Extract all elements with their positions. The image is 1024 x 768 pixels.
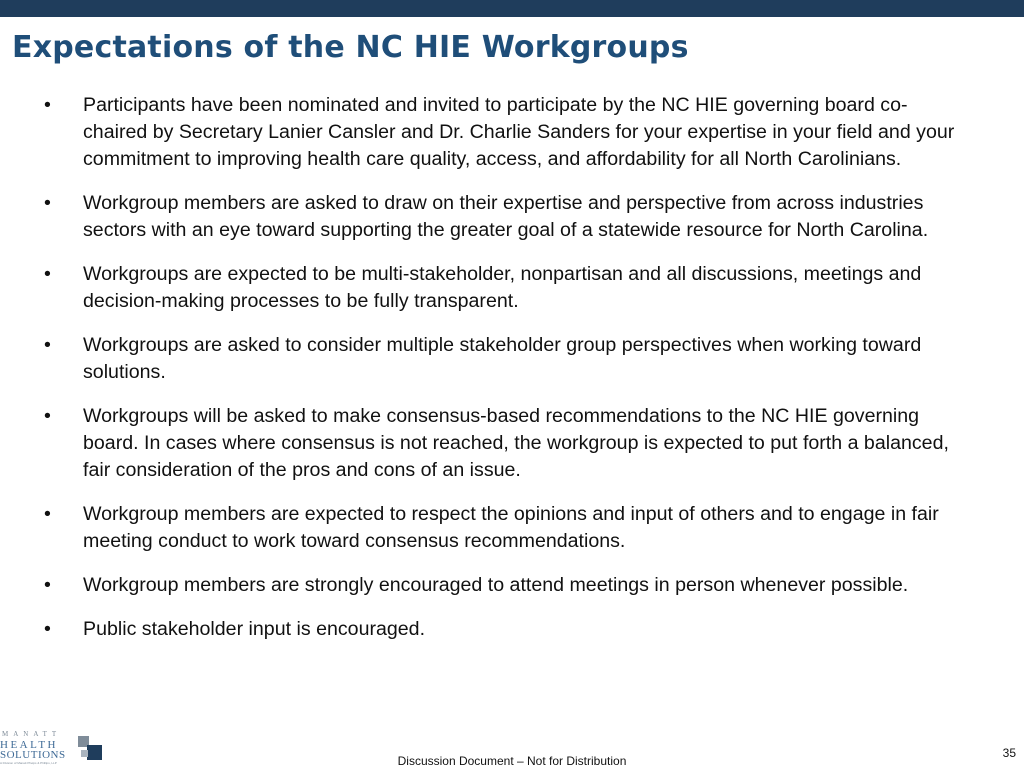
bullet-icon: • — [44, 574, 51, 596]
bullet-text: Workgroups are expected to be multi-stakeholder, nonpartisan and all discussions, meetings and decision-making processes to be fully transparent. — [83, 263, 922, 312]
bullet-icon: • — [44, 405, 51, 427]
footer-text: Discussion Document – Not for Distribution — [397, 754, 627, 768]
logo-tagline: A Division of Manatt Phelps & Phillips, LLP — [0, 761, 57, 765]
bullet-item — [0, 572, 1024, 599]
bullet-text: Workgroup members are asked to draw on their expertise and perspective from across industries sectors with an eye toward supporting the greater goal of a statewide resource for North Carolina. — [83, 192, 929, 241]
bullet-item — [0, 332, 1024, 386]
bullet-icon: • — [44, 94, 51, 116]
bullet-item — [0, 501, 1024, 555]
bullet-icon: • — [44, 618, 51, 640]
logo-health-text: HEALTH — [0, 739, 58, 751]
bullet-item — [0, 616, 1024, 643]
bullet-icon: • — [44, 503, 51, 525]
bullet-item — [0, 261, 1024, 315]
slide-title: Expectations of the NC HIE Workgroups — [12, 30, 689, 65]
bullet-icon: • — [44, 334, 51, 356]
bullet-icon: • — [44, 263, 51, 285]
page-number: 35 — [1002, 746, 1016, 760]
bullet-text: Public stakeholder input is encouraged. — [83, 618, 426, 640]
bullet-item — [0, 92, 1024, 173]
bullet-icon: • — [44, 192, 51, 214]
bullet-text: Workgroups will be asked to make consensus-based recommendations to the NC HIE governing board. In cases where consensus is not reached, the workgroup is expected to put forth a balanced, fair consideration of the pros and cons of an issue. — [83, 405, 949, 481]
bullet-text: Workgroup members are expected to respect the opinions and input of others and to engage in fair meeting conduct to work toward consensus recommendations. — [83, 503, 939, 552]
logo-manatt-text: MANATT — [2, 730, 62, 738]
bullet-text: Participants have been nominated and invited to participate by the NC HIE governing board co-chaired by Secretary Lanier Cansler and Dr. Charlie Sanders for your expertise in your field and your commitment to improving health care quality, access, and affordability for all North Carolinians. — [83, 94, 955, 170]
bullet-text: Workgroup members are strongly encouraged to attend meetings in person whenever possible. — [83, 574, 909, 596]
top-bar — [0, 0, 1024, 17]
logo-solutions-text: SOLUTIONS — [0, 749, 66, 761]
bullet-item — [0, 190, 1024, 244]
bullet-text: Workgroups are asked to consider multiple stakeholder group perspectives when working toward solutions. — [83, 334, 922, 383]
bullet-list — [0, 92, 1024, 660]
bullet-item — [0, 403, 1024, 484]
